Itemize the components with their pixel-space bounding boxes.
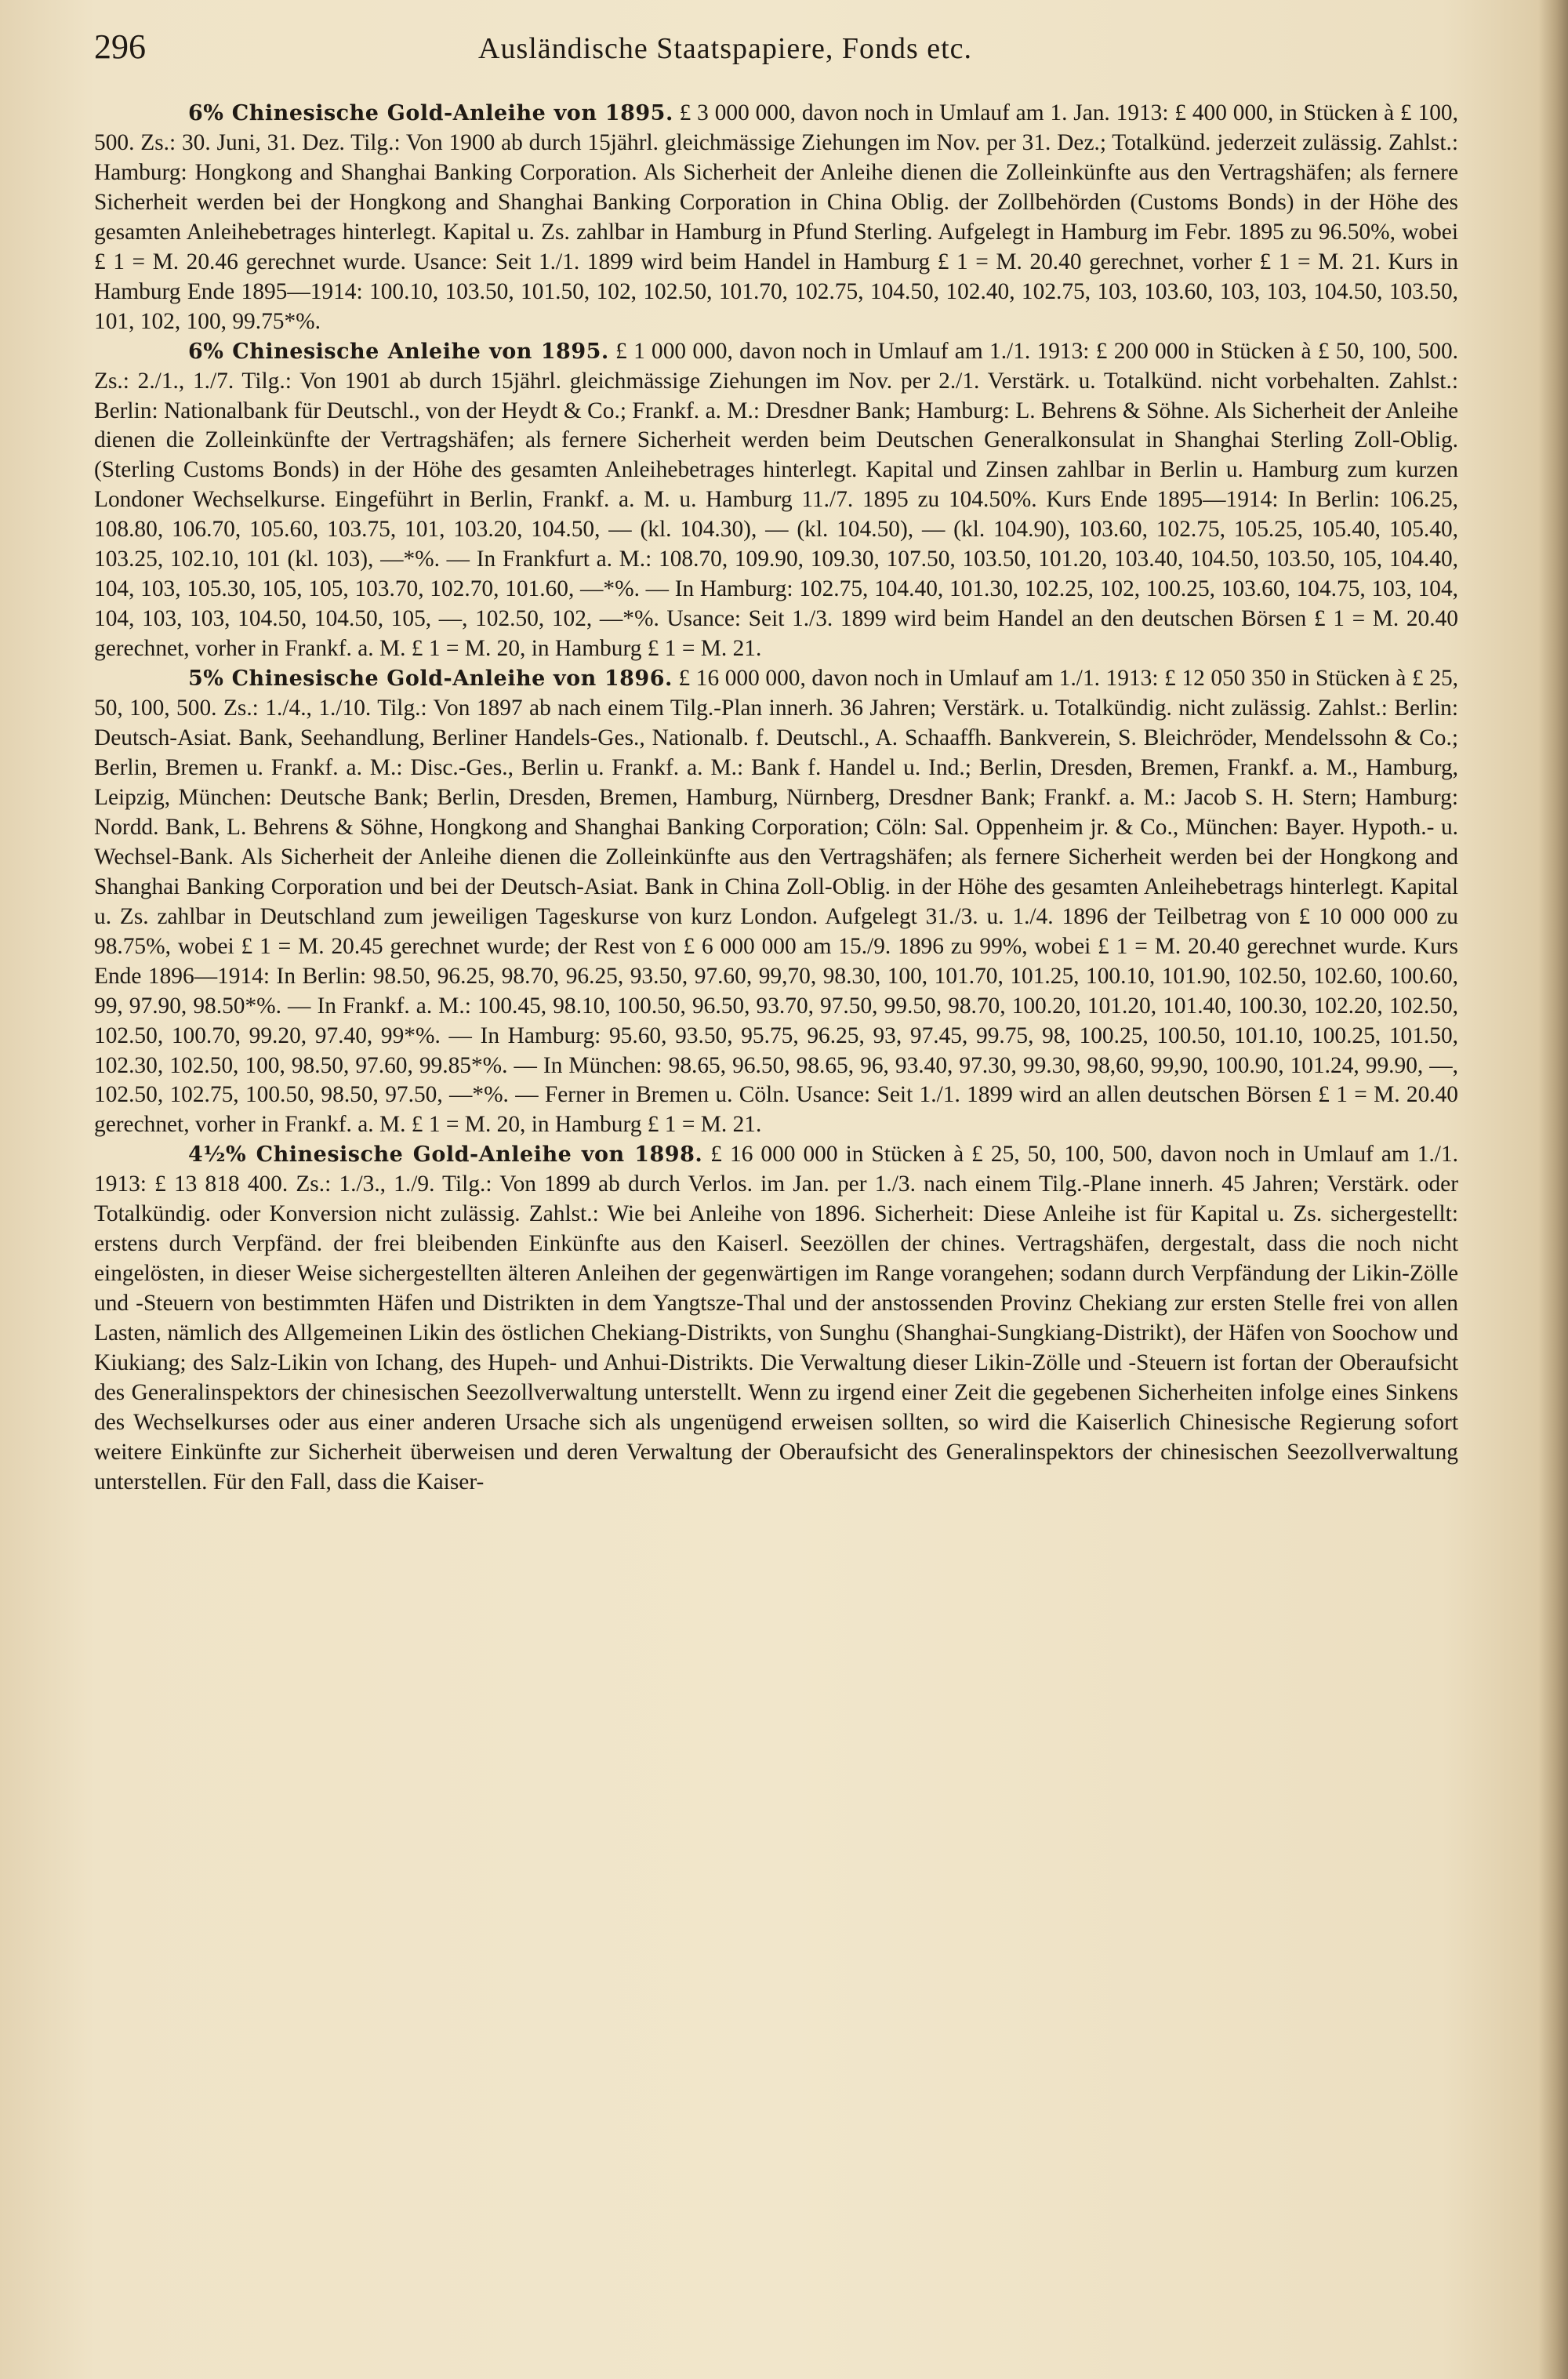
page-header xyxy=(94,27,1458,74)
loan-title: 5% Chinesische Gold-Anleihe von 1896. xyxy=(188,666,673,692)
loan-description: £ 1 000 000, davon noch in Umlauf am 1./1. 1913: £ 200 000 in Stücken à £ 50, 100, 500. Zs.: 2./1., 1./7. Tilg.: Von 1901 ab durch 15jährl. gleichmässige Ziehungen im Nov. per 2./1. Verstärk. u. Totalkünd. nicht vorbehalten. Zahlst.: Berlin: Nationalbank für Deutschl., von der Heydt & Co.; Frankf. a. M.: Dresdner Bank; Hamburg: L. Behrens & Söhne. Als Sicherheit der Anleihe dienen die Zolleinkünfte der Vertragshäfen; als fernere Sicherheit werden beim Deutschen Generalkonsulat in Shanghai Sterling Zoll-Oblig. (Sterling Customs Bonds) in der Höhe des gesamten Anleihebetrages hinterlegt. Kapital und Zinsen zahlbar in Berlin u. Hamburg zum kurzen Londoner Wechselkurse. Eingeführt in Berlin, Frankf. a. M. u. Hamburg 11./7. 1895 zu 104.50%. Kurs Ende 1895—1914: In Berlin: 106.25, 108.80, 106.70, 105.60, 103.75, 101, 103.20, 104.50, — (kl. 104.30), — (kl. 104.50), — (kl. 104.90), 103.60, 102.75, 105.25, 105.40, 105.40, 103.25, 102.10, 101 (kl. 103), —*%. — In Frankfurt a. M.: 108.70, 109.90, 109.30, 107.50, 103.50, 101.20, 103.40, 104.50, 103.50, 105, 104.40, 104, 103, 105.30, 105, 105, 103.70, 102.70, 101.60, —*%. — In Hamburg: 102.75, 104.40, 101.30, 102.25, 102, 100.25, 103.60, 104.75, 103, 104, 104, 103, 103, 104.50, 104.50, 105, —, 102.50, 102, —*%. Usance: Seit 1./3. 1899 wird beim Handel an den deutschen Börsen £ 1 = M. 20.40 gerechnet, vorher in Frankf. a. M. £ 1 = M. 20, in Hamburg £ 1 = M. 21. xyxy=(94,338,1458,662)
loan-title: 4½% Chinesische Gold-Anleihe von 1898. xyxy=(188,1142,703,1168)
loan-title: 6% Chinesische Gold-Anleihe von 1895. xyxy=(188,101,673,125)
page-number: 296 xyxy=(94,27,146,66)
loan-entry xyxy=(94,99,1458,337)
loan-description: £ 16 000 000, davon noch in Umlauf am 1./1. 1913: £ 12 050 350 in Stücken à £ 25, 50, 100, 500. Zs.: 1./4., 1./10. Tilg.: Von 1897 ab nach einem Tilg.-Plan innerh. 36 Jahren; Verstärk. u. Totalkündig. nicht zulässig. Zahlst.: Berlin: Deutsch-Asiat. Bank, Seehandlung, Berliner Handels-Ges., Nationalb. f. Deutschl., A. Schaaffh. Bankverein, S. Bleichröder, Mendelssohn & Co.; Berlin, Bremen u. Frankf. a. M.: Disc.-Ges., Berlin u. Frankf. a. M.: Bank f. Handel u. Ind.; Berlin, Dresden, Bremen, Frankf. a. M., Hamburg, Leipzig, München: Deutsche Bank; Berlin, Dresden, Bremen, Hamburg, Nürnberg, Dresdner Bank; Frankf. a. M.: Jacob S. H. Stern; Hamburg: Nordd. Bank, L. Behrens & Söhne, Hongkong and Shanghai Banking Corporation; Cöln: Sal. Oppenheim jr. & Co., München: Bayer. Hypoth.- u. Wechsel-Bank. Als Sicherheit der Anleihe dienen die Zolleinkünfte aus den Vertragshäfen; als fernere Sicherheit werden bei der Hongkong and Shanghai Banking Corporation und bei der Deutsch-Asiat. Bank in China Zoll-Oblig. in der Höhe des gesamten Anleihebetrags hinterlegt. Kapital u. Zs. zahlbar in Deutschland zum jeweiligen Tageskurse von kurz London. Aufgelegt 31./3. u. 1./4. 1896 der Teilbetrag von £ 10 000 000 zu 98.75%, wobei £ 1 = M. 20.45 gerechnet wurde; der Rest von £ 6 000 000 am 15./9. 1896 zu 99%, wobei £ 1 = M. 20.40 gerechnet wurde. Kurs Ende 1896—1914: In Berlin: 98.50, 96.25, 98.70, 96.25, 93.50, 97.60, 99,70, 98.30, 100, 101.70, 101.25, 100.10, 101.90, 102.50, 102.60, 100.60, 99, 97.90, 98.50*%. — In Frankf. a. M.: 100.45, 98.10, 100.50, 96.50, 93.70, 97.50, 99.50, 98.70, 100.20, 101.20, 101.40, 100.30, 102.20, 102.50, 102.50, 100.70, 99.20, 97.40, 99*%. — In Hamburg: 95.60, 93.50, 95.75, 96.25, 93, 97.45, 99.75, 98, 100.25, 100.50, 101.10, 100.25, 101.50, 102.30, 102.50, 100, 98.50, 97.60, 99.85*%. — In München: 98.65, 96.50, 98.65, 96, 93.40, 97.30, 99.30, 98,60, 99,90, 100.90, 101.24, 99.90, —, 102.50, 102.75, 100.50, 98.50, 97.50, —*%. — Ferner in Bremen u. Cöln. Usance: Seit 1./1. 1899 wird an allen deutschen Börsen £ 1 = M. 20.40 gerechnet, vorher in Frankf. a. M. £ 1 = M. 20, in Hamburg £ 1 = M. 21. xyxy=(94,666,1458,1138)
loan-title: 6% Chinesische Anleihe von 1895. xyxy=(188,339,609,364)
body-text xyxy=(94,99,1458,1498)
loan-entry xyxy=(94,337,1458,664)
loan-description: £ 3 000 000, davon noch in Umlauf am 1. Jan. 1913: £ 400 000, in Stücken à £ 100, 500. Zs.: 30. Juni, 31. Dez. Tilg.: Von 1900 ab durch 15jährl. gleichmässige Ziehungen im Nov. per 31. Dez.; Totalkünd. jederzeit zulässig. Zahlst.: Hamburg: Hongkong and Shanghai Banking Corporation. Als Sicherheit der Anleihe dienen die Zolleinkünfte aus den Vertragshäfen; als fernere Sicherheit werden bei der Hongkong and Shanghai Banking Corporation in China Oblig. der Zollbehörden (Customs Bonds) in der Höhe des gesamten Anleihebetrages hinterlegt. Kapital u. Zs. zahlbar in Hamburg in Pfund Sterling. Aufgelegt in Hamburg im Febr. 1895 zu 96.50%, wobei £ 1 = M. 20.46 gerechnet wurde. Usance: Seit 1./1. 1899 wird beim Handel in Hamburg £ 1 = M. 20.40 gerechnet, vorher £ 1 = M. 21. Kurs in Hamburg Ende 1895—1914: 100.10, 103.50, 101.50, 102, 102.50, 101.70, 102.75, 104.50, 102.40, 102.75, 103, 103.60, 103, 103, 104.50, 103.50, 101, 102, 100, 99.75*%. xyxy=(94,100,1458,334)
page-edge-shadow xyxy=(1538,0,1568,2379)
loan-description: £ 16 000 000 in Stücken à £ 25, 50, 100, 500, davon noch in Umlauf am 1./1. 1913: £ 13 818 400. Zs.: 1./3., 1./9. Tilg.: Von 1899 ab durch Verlos. im Jan. per 1./3. nach einem Tilg.-Plane innerh. 45 Jahren; Verstärk. oder Totalkündig. oder Konversion nicht zulässig. Zahlst.: Wie bei Anleihe von 1896. Sicherheit: Diese Anleihe ist für Kapital u. Zs. sichergestellt: erstens durch Verpfänd. der frei bleibenden Einkünfte aus den Kaiserl. Seezöllen der chines. Vertragshäfen, dergestalt, dass die noch nicht eingelösten, in dieser Weise sichergestellten älteren Anleihen der gegenwärtigen im Range vorangehen; sodann durch Verpfändung der Likin-Zölle und -Steuern von bestimmten Häfen und Distrikten in dem Yangtsze-Thal und der anstossenden Provinz Chekiang zur ersten Stelle frei von allen Lasten, nämlich des Allgemeinen Likin des östlichen Chekiang-Distrikts, von Sunghu (Shanghai-Sungkiang-Distrikt), der Häfen von Soochow und Kiukiang; des Salz-Likin von Ichang, des Hupeh- und Anhui-Distrikts. Die Verwaltung dieser Likin-Zölle und -Steuern ist fortan der Oberaufsicht des Generalinspektors der chinesischen Seezollverwaltung unterstellt. Wenn zu irgend einer Zeit die gegebenen Sicherheiten infolge eines Sinkens des Wechselkurses oder aus einer anderen Ursache sich als ungenügend erweisen sollten, so wird die Kaiserlich Chinesische Regierung sofort weitere Einkünfte zur Sicherheit überweisen und deren Verwaltung der Oberaufsicht des Generalinspektors der chinesischen Seezollverwaltung unterstellen. Für den Fall, dass die Kaiser- xyxy=(94,1142,1458,1495)
loan-entry xyxy=(94,664,1458,1140)
running-head: Ausländische Staatspapiere, Fonds etc. xyxy=(478,32,973,65)
loan-entry xyxy=(94,1140,1458,1497)
